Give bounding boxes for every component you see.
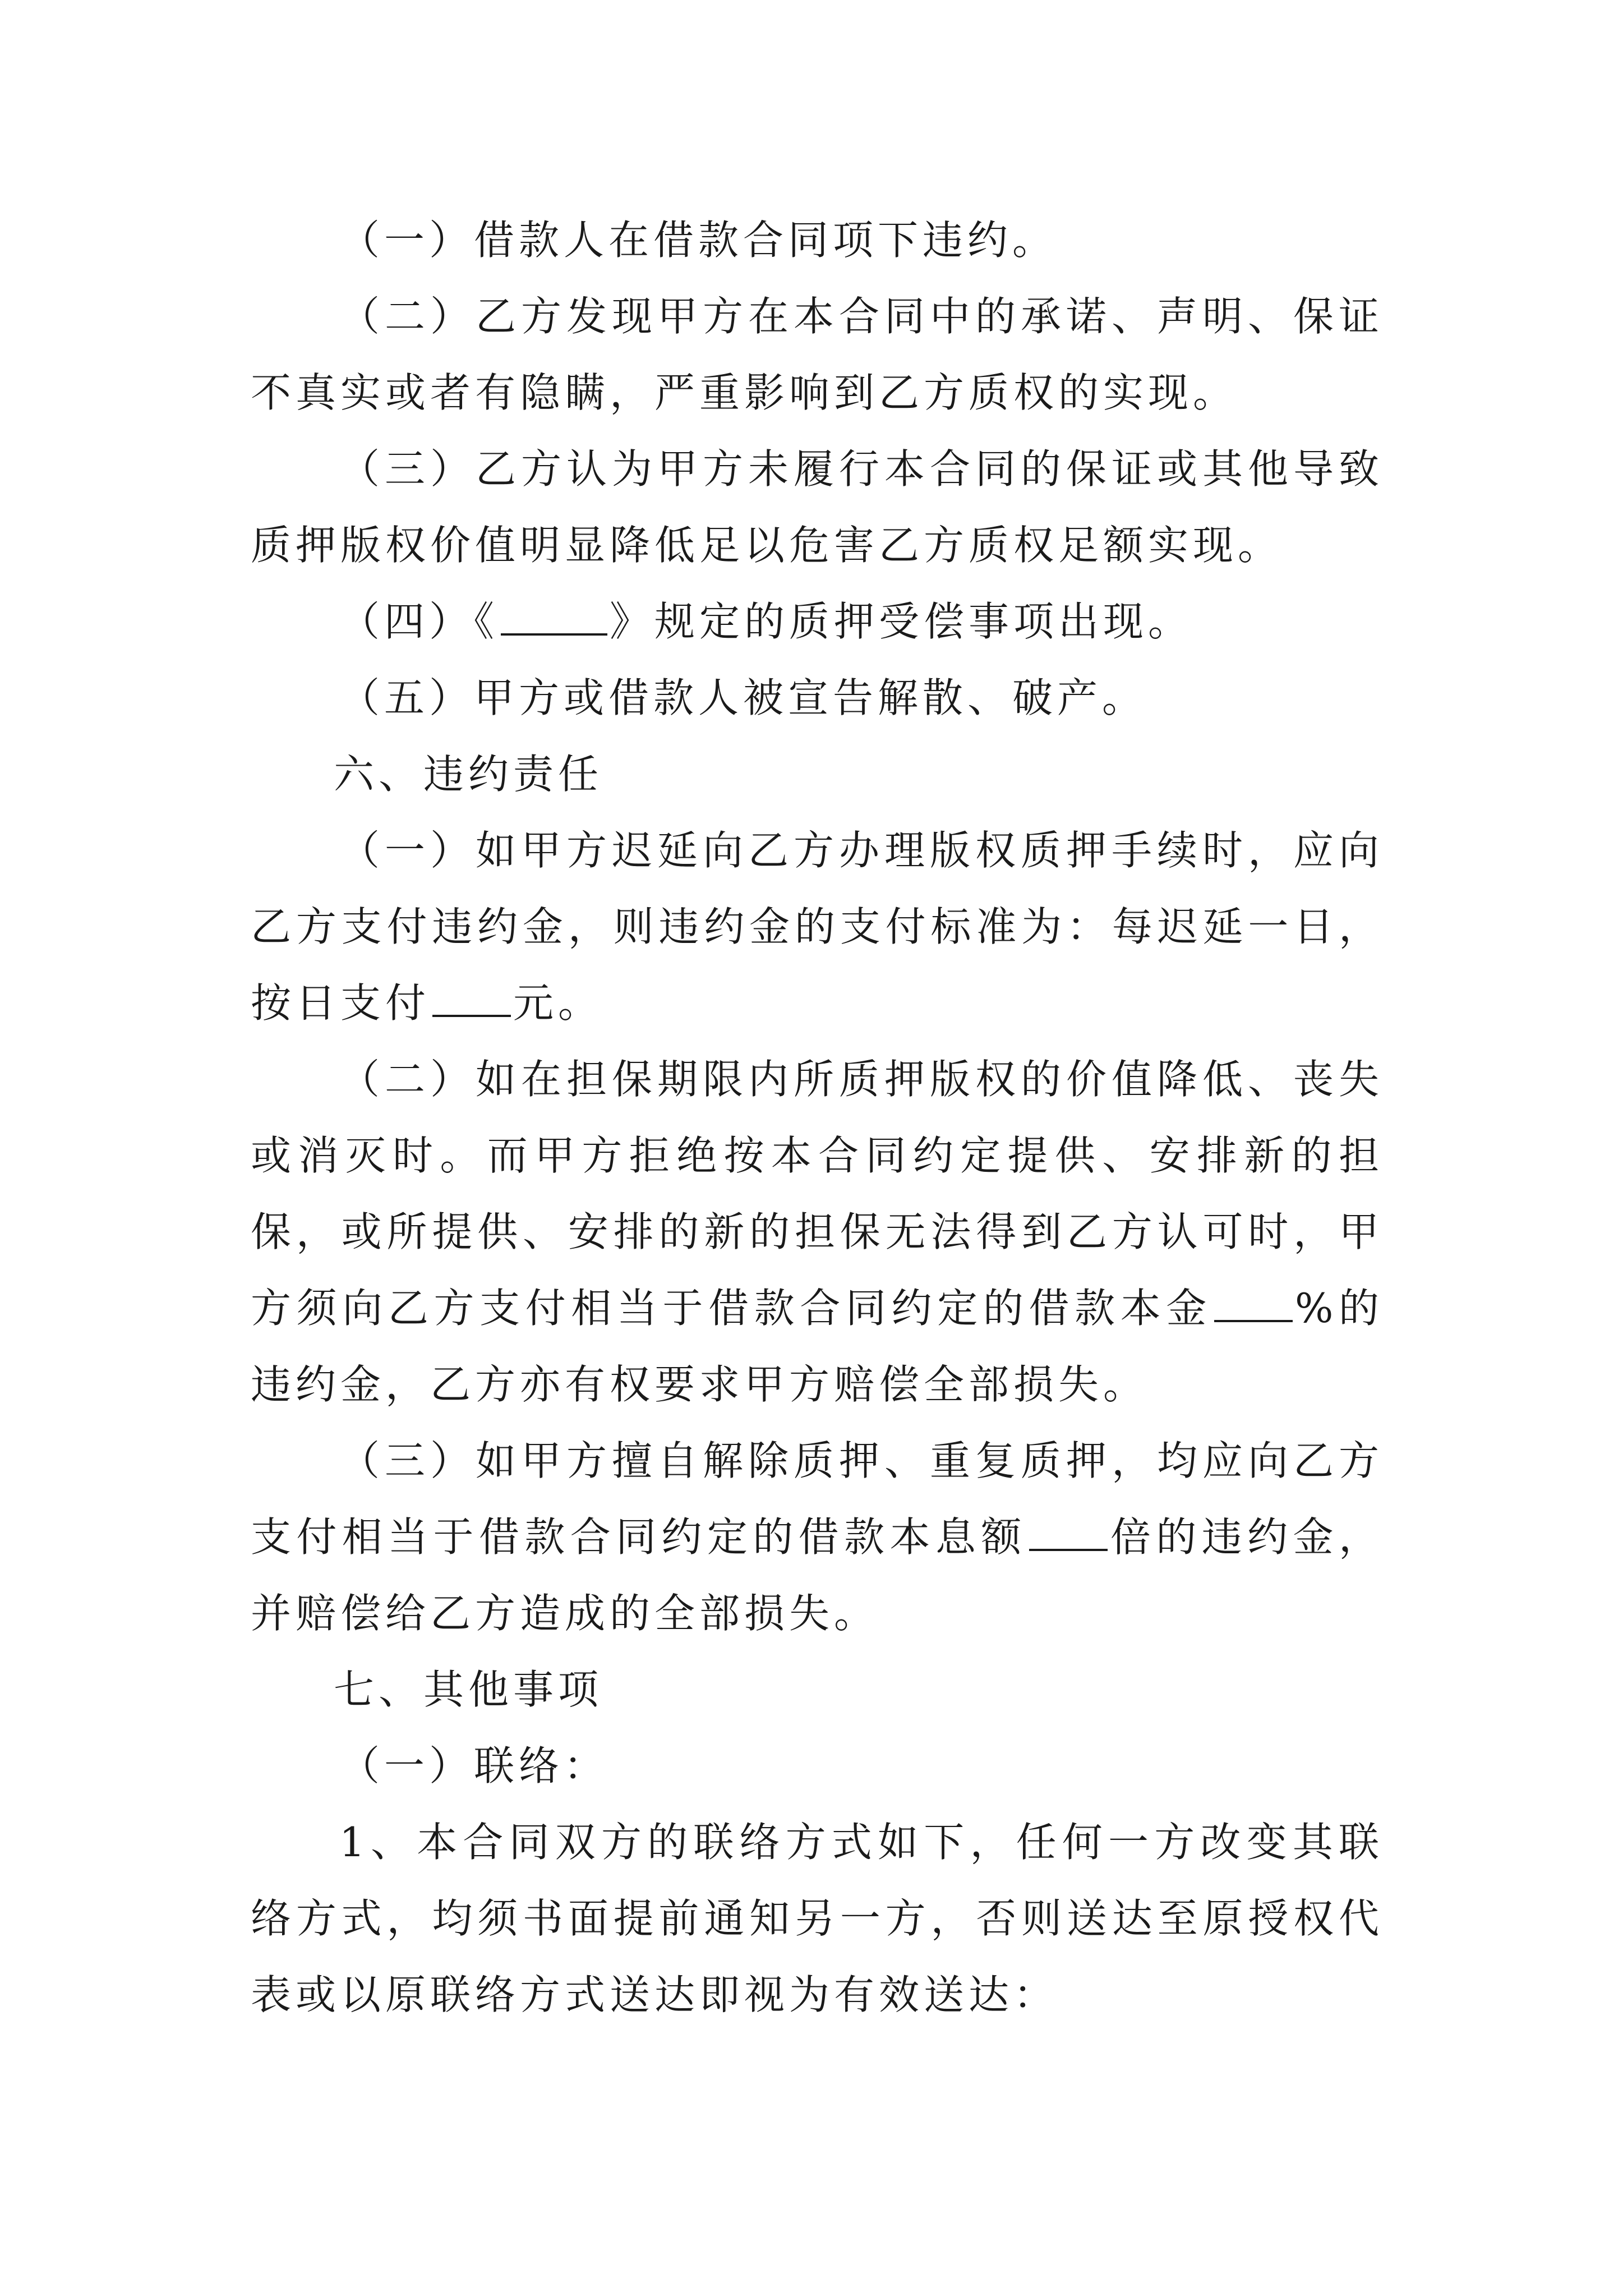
clause-6-2 <box>251 1041 1384 1423</box>
clause-text-after: 元。 <box>513 979 603 1027</box>
fill-in-blank <box>1214 1287 1293 1322</box>
clause-5-3 <box>251 431 1384 583</box>
document-body <box>251 202 1384 2033</box>
clause-text: 1、本合同双方的联络方式如下，任何一方改变其联络方式，均须书面提前通知另一方，否则送达至原授权代表或以原联络方式送达即视为有效送达： <box>251 1819 1384 2018</box>
section-heading-7 <box>251 1651 1384 1728</box>
clause-text-before: （二）如在担保期限内所质押版权的价值降低、丧失或消灭时。而甲方拒绝按本合同约定提供、安排新的担保，或所提供、安排的新的担保无法得到乙方认可时，甲方须向乙方支付相当于借款合同约定的借款本金 <box>251 1056 1384 1332</box>
clause-5-4 <box>251 583 1384 660</box>
fill-in-blank <box>432 982 511 1017</box>
clause-7-1-1 <box>251 1804 1384 2033</box>
clause-text: （五）甲方或借款人被宣告解散、破产。 <box>339 674 1147 721</box>
clause-6-1 <box>251 812 1384 1041</box>
clause-text: （三）乙方认为甲方未履行本合同的保证或其他导致质押版权价值明显降低足以危害乙方质权足额实现。 <box>251 445 1384 569</box>
section-heading-6 <box>251 736 1384 812</box>
fill-in-blank <box>501 601 607 636</box>
heading-text: 六、违约责任 <box>334 751 603 798</box>
clause-5-1 <box>251 202 1384 278</box>
clause-text-after: 倍的违约金，并赔偿给乙方造成的全部损失。 <box>251 1513 1384 1637</box>
clause-text-after: 》规定的质押受偿事项出现。 <box>610 598 1193 645</box>
clause-7-1 <box>251 1728 1384 1804</box>
clause-text-before: （三）如甲方擅自解除质押、重复质押，均应向乙方支付相当于借款合同约定的借款本息额 <box>251 1437 1384 1561</box>
fill-in-blank <box>1029 1516 1108 1551</box>
clause-text-after: %的违约金，乙方亦有权要求甲方赔偿全部损失。 <box>251 1285 1384 1408</box>
clause-text-before: （一）如甲方迟延向乙方办理版权质押手续时，应向乙方支付违约金，则违约金的支付标准为：每迟延一日，按日支付 <box>251 827 1384 1027</box>
clause-5-5 <box>251 660 1384 736</box>
clause-6-3 <box>251 1423 1384 1651</box>
clause-text: （一）借款人在借款合同项下违约。 <box>339 217 1058 264</box>
clause-5-2 <box>251 278 1384 431</box>
clause-text: （二）乙方发现甲方在本合同中的承诺、声明、保证不真实或者有隐瞒，严重影响到乙方质权的实现。 <box>251 293 1384 416</box>
clause-text: （一）联络： <box>339 1742 609 1789</box>
heading-text: 七、其他事项 <box>334 1666 603 1713</box>
clause-text-before: （四）《 <box>339 598 499 645</box>
